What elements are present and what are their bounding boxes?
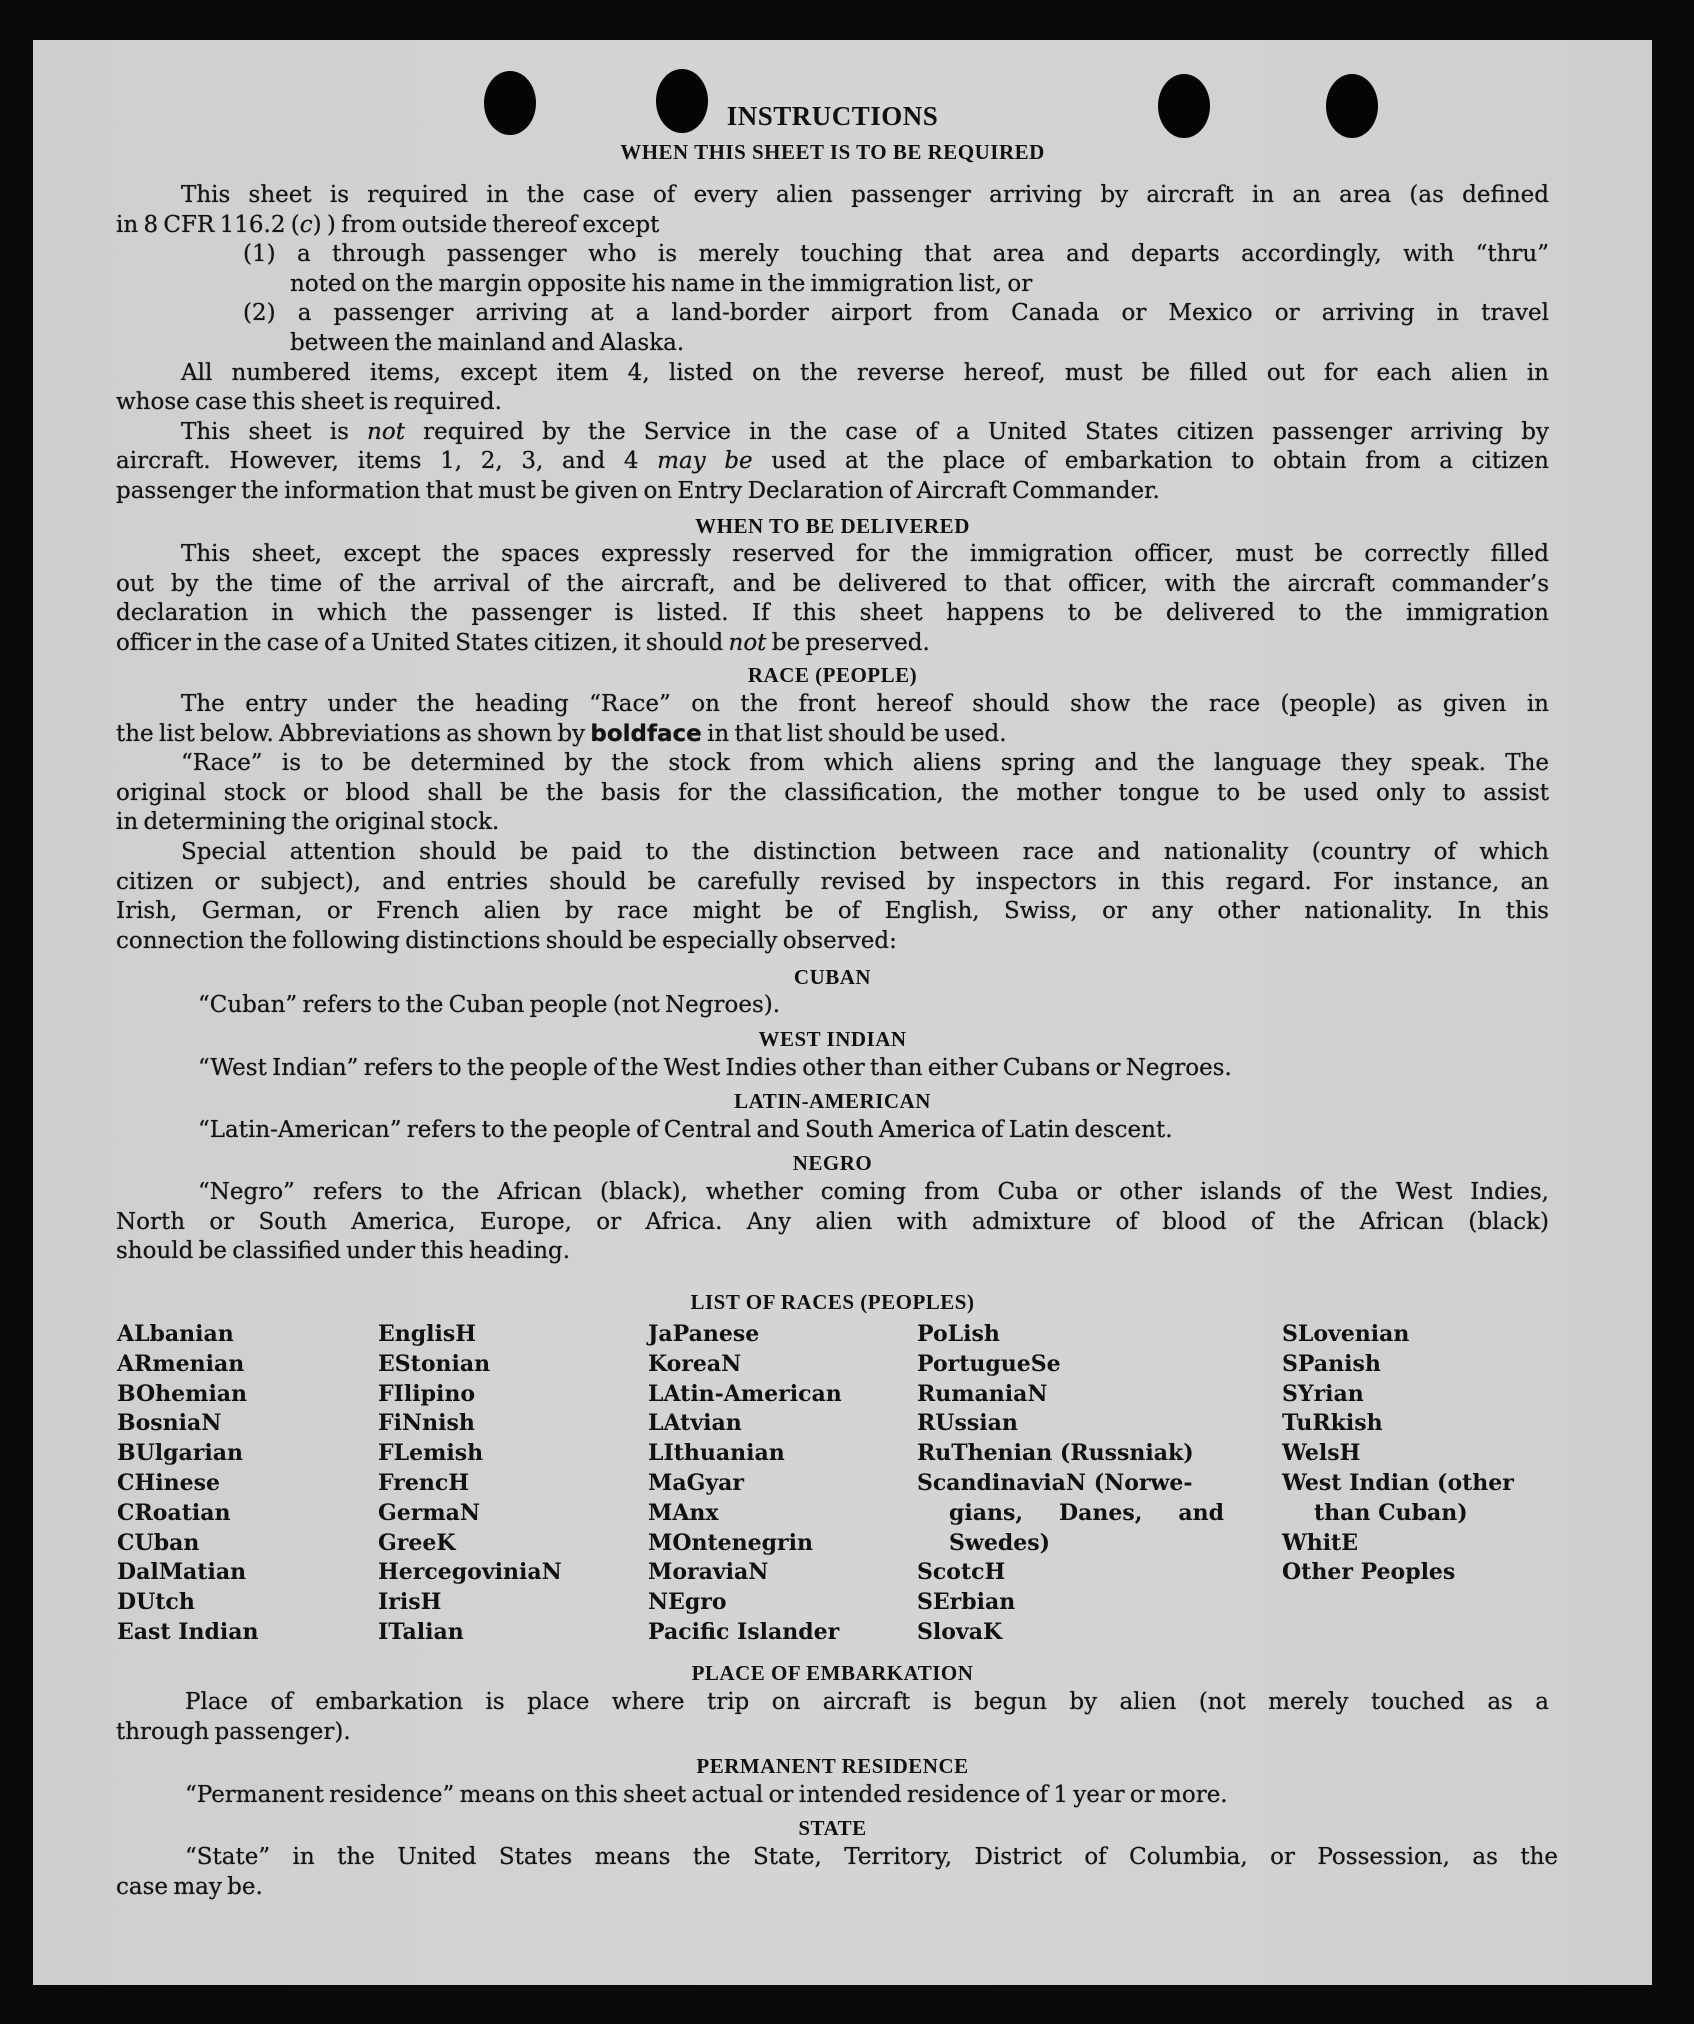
race-entry: IrisH bbox=[378, 1589, 442, 1616]
text-segment: This sheet is required in the case of every alien passenger arriving by aircraft in an area (as defined bbox=[181, 182, 1549, 208]
race-entry: ITalian bbox=[378, 1619, 464, 1645]
race-entry: BUlgarian bbox=[117, 1440, 243, 1467]
race-entry: Pacific Islander bbox=[648, 1619, 840, 1645]
text-line bbox=[181, 539, 1549, 569]
text-segment: “State” in the United States means the State, Territory, District of Columbia, or Possession, as the bbox=[185, 1844, 1558, 1870]
race-entry: WelsH bbox=[1282, 1440, 1361, 1467]
text-segment: The entry under the heading “Race” on the front hereof should show the race (people) as given in bbox=[181, 691, 1549, 717]
race-entry: SLovenian bbox=[1282, 1321, 1410, 1347]
text-segment: case may be. bbox=[116, 1873, 263, 1900]
text-line bbox=[290, 328, 1549, 358]
text-line bbox=[198, 1115, 1549, 1145]
text-segment: citizen or subject), and entries should be carefully revised by inspectors in this regard. For instance, an bbox=[116, 868, 1549, 895]
race-entry: CRoatian bbox=[117, 1499, 231, 1526]
section-heading: CUBAN bbox=[793, 965, 872, 989]
race-entry: LAtin-American bbox=[648, 1380, 842, 1407]
text-segment: officer in the case of a United States citizen, it should bbox=[116, 629, 729, 656]
text-line bbox=[185, 1687, 1549, 1717]
text-segment: Irish, German, or French alien by race might be of English, Swiss, or any other nationality. In this bbox=[116, 898, 1549, 925]
text-segment: required by the Service in the case of a United States citizen passenger arriving by bbox=[404, 418, 1549, 445]
text-segment: in determining the original stock. bbox=[116, 809, 500, 836]
section-heading: NEGRO bbox=[792, 1151, 873, 1175]
text-line bbox=[185, 1780, 1549, 1810]
text-line bbox=[116, 1236, 1549, 1266]
text-segment: Special attention should be paid to the distinction between race and nationality (country of which bbox=[181, 839, 1549, 865]
text-line bbox=[116, 867, 1549, 897]
race-entry-continuation: gians, Danes, and bbox=[949, 1499, 1224, 1526]
text-segment: should be classified under this heading. bbox=[116, 1238, 571, 1265]
race-entry: Other Peoples bbox=[1282, 1559, 1456, 1586]
text-segment: through passenger). bbox=[116, 1718, 351, 1745]
text-line bbox=[243, 239, 1549, 269]
text-segment: passenger the information that must be given on Entry Declaration of Aircraft Commander. bbox=[116, 478, 1160, 504]
text-segment: “West Indian” refers to the people of the West Indies other than either Cubans or Negroes. bbox=[198, 1055, 1232, 1081]
race-entry-continuation: Swedes) bbox=[949, 1529, 1050, 1556]
race-entry: SlovaK bbox=[917, 1619, 1003, 1645]
text-line bbox=[198, 1053, 1549, 1083]
text-segment: North or South America, Europe, or Africa. Any alien with admixture of blood of the African (black) bbox=[116, 1208, 1549, 1235]
text-line bbox=[116, 807, 1549, 837]
text-segment: be preserved. bbox=[766, 629, 930, 656]
race-entry: RumaniaN bbox=[917, 1380, 1048, 1407]
text-segment: original stock or blood shall be the basis for the classification, the mother tongue to be used only to assist bbox=[116, 779, 1549, 806]
race-entry: GreeK bbox=[378, 1529, 456, 1556]
text-segment: out by the time of the arrival of the aircraft, and be delivered to that officer, with the aircraft commander’s bbox=[116, 570, 1549, 597]
section-heading: STATE bbox=[798, 1816, 867, 1840]
text-line bbox=[116, 1207, 1549, 1237]
race-entry-continuation: than Cuban) bbox=[1314, 1499, 1468, 1526]
text-line bbox=[116, 926, 1549, 956]
section-heading: WHEN THIS SHEET IS TO BE REQUIRED bbox=[620, 140, 1045, 164]
text-segment: used at the place of embarkation to obtain from a citizen bbox=[752, 448, 1549, 475]
race-entry: East Indian bbox=[117, 1619, 259, 1645]
text-segment: the list below. Abbreviations as shown by bbox=[116, 720, 591, 747]
race-entry: FLemish bbox=[378, 1440, 484, 1467]
text-segment: noted on the margin opposite his name in the immigration list, or bbox=[290, 270, 1033, 297]
text-line bbox=[243, 298, 1549, 328]
race-entry: NEgro bbox=[648, 1589, 727, 1616]
section-heading: RACE (PEOPLE) bbox=[747, 663, 918, 687]
race-entry: ARmenian bbox=[117, 1350, 245, 1377]
race-entry: SPanish bbox=[1282, 1350, 1381, 1377]
race-entry: PortugueSe bbox=[917, 1350, 1061, 1377]
text-segment: “Race” is to be determined by the stock from which aliens spring and the language they speak. The bbox=[181, 750, 1549, 777]
text-line bbox=[116, 778, 1549, 808]
text-segment: in 8 CFR 116.2 ( bbox=[116, 211, 300, 238]
text-line bbox=[116, 628, 1549, 658]
race-entry: BosniaN bbox=[117, 1410, 222, 1437]
text-line bbox=[181, 689, 1549, 719]
text-line bbox=[116, 387, 1549, 417]
text-segment: This sheet, except the spaces expressly reserved for the immigration officer, must be correctly filled bbox=[181, 541, 1549, 567]
race-entry: CUban bbox=[117, 1529, 200, 1556]
race-entry: BOhemian bbox=[117, 1380, 248, 1407]
page-title: INSTRUCTIONS bbox=[726, 101, 939, 131]
text-segment: Place of embarkation is place where trip on aircraft is begun by alien (not merely touched as a bbox=[185, 1689, 1549, 1715]
race-entry: JaPanese bbox=[648, 1321, 760, 1347]
text-segment: (1) a through passenger who is merely touching that area and departs accordingly, with “thru” bbox=[243, 241, 1549, 268]
race-entry: GermaN bbox=[378, 1499, 481, 1526]
section-heading: WHEN TO BE DELIVERED bbox=[695, 514, 970, 538]
race-entry: TuRkish bbox=[1282, 1410, 1383, 1437]
section-heading: LATIN-AMERICAN bbox=[734, 1089, 931, 1113]
text-segment: whose case this sheet is required. bbox=[116, 389, 502, 416]
race-entry: FiNnish bbox=[378, 1410, 475, 1437]
text-line bbox=[116, 719, 1549, 749]
race-entry: LAtvian bbox=[648, 1410, 742, 1437]
race-entry: HercegoviniaN bbox=[378, 1559, 562, 1586]
race-entry: ScandinaviaN (Norwe- bbox=[917, 1470, 1193, 1496]
race-entry: EnglisH bbox=[378, 1321, 477, 1347]
race-entry: FrencH bbox=[378, 1470, 469, 1496]
text-segment: This sheet is bbox=[181, 418, 368, 445]
race-entry: MoraviaN bbox=[648, 1559, 769, 1586]
italic-text: not bbox=[728, 629, 767, 656]
text-segment: “Latin-American” refers to the people of Central and South America of Latin descent. bbox=[198, 1117, 1173, 1143]
text-segment: “Negro” refers to the African (black), whether coming from Cuba or other islands of the West Indies, bbox=[198, 1179, 1549, 1205]
text-line bbox=[185, 1842, 1558, 1872]
text-segment: All numbered items, except item 4, listed on the reverse hereof, must be filled out for each alien in bbox=[181, 359, 1549, 386]
section-heading: PLACE OF EMBARKATION bbox=[691, 1661, 974, 1685]
italic-text: not bbox=[367, 418, 405, 445]
race-entry: MaGyar bbox=[648, 1470, 745, 1496]
race-entry: RuThenian (Russniak) bbox=[917, 1440, 1194, 1467]
text-line bbox=[116, 1872, 1558, 1902]
race-entry: ALbanian bbox=[117, 1321, 234, 1347]
text-line bbox=[181, 748, 1549, 778]
text-segment: “Cuban” refers to the Cuban people (not Negroes). bbox=[198, 992, 781, 1018]
text-segment: declaration in which the passenger is listed. If this sheet happens to be delivered to the immigration bbox=[116, 600, 1549, 627]
race-entry: MAnx bbox=[648, 1499, 719, 1526]
section-heading: PERMANENT RESIDENCE bbox=[696, 1754, 969, 1778]
race-entry: EStonian bbox=[378, 1350, 491, 1377]
text-line bbox=[181, 180, 1549, 210]
race-entry: KoreaN bbox=[648, 1350, 742, 1377]
text-segment: between the mainland and Alaska. bbox=[290, 330, 685, 356]
text-line bbox=[116, 210, 1549, 240]
race-entry: RUssian bbox=[917, 1410, 1018, 1437]
race-entry: FIlipino bbox=[378, 1380, 476, 1407]
text-line bbox=[116, 598, 1549, 628]
race-entry: WhitE bbox=[1282, 1529, 1358, 1556]
text-line bbox=[181, 417, 1549, 447]
text-segment: aircraft. However, items 1, 2, 3, and 4 bbox=[116, 448, 658, 475]
race-list-heading: LIST OF RACES (PEOPLES) bbox=[690, 1290, 975, 1314]
text-segment: “Permanent residence” means on this sheet actual or intended residence of 1 year or more. bbox=[185, 1782, 1228, 1808]
text-line bbox=[181, 358, 1549, 388]
text-line bbox=[116, 446, 1549, 476]
race-entry: PoLish bbox=[917, 1321, 1000, 1347]
bold-text: boldface bbox=[590, 720, 702, 747]
text-line bbox=[290, 269, 1549, 299]
text-line bbox=[116, 476, 1549, 506]
race-entry: ScotcH bbox=[917, 1559, 1006, 1586]
race-entry: MOntenegrin bbox=[648, 1529, 813, 1556]
text-segment: ) ) from outside thereof except bbox=[312, 211, 660, 238]
race-entry: DalMatian bbox=[117, 1559, 247, 1586]
text-segment: in that list should be used. bbox=[701, 720, 1007, 747]
race-entry: SErbian bbox=[917, 1589, 1016, 1616]
italic-text: c bbox=[299, 211, 313, 238]
text-line bbox=[181, 837, 1549, 867]
race-entry: West Indian (other bbox=[1282, 1470, 1514, 1496]
race-entry: DUtch bbox=[117, 1589, 195, 1616]
text-line bbox=[198, 1177, 1549, 1207]
text-line bbox=[116, 896, 1549, 926]
race-entry: CHinese bbox=[117, 1470, 221, 1496]
race-entry: SYrian bbox=[1282, 1380, 1364, 1407]
text-line bbox=[116, 1717, 1549, 1747]
race-entry: LIthuanian bbox=[648, 1440, 785, 1467]
section-heading: WEST INDIAN bbox=[758, 1027, 907, 1051]
text-line bbox=[116, 569, 1549, 599]
italic-text: may be bbox=[657, 448, 753, 475]
text-line bbox=[198, 990, 1549, 1020]
text-segment: (2) a passenger arriving at a land-border airport from Canada or Mexico or arriving in travel bbox=[243, 300, 1549, 327]
text-segment: connection the following distinctions should be especially observed: bbox=[116, 927, 897, 954]
